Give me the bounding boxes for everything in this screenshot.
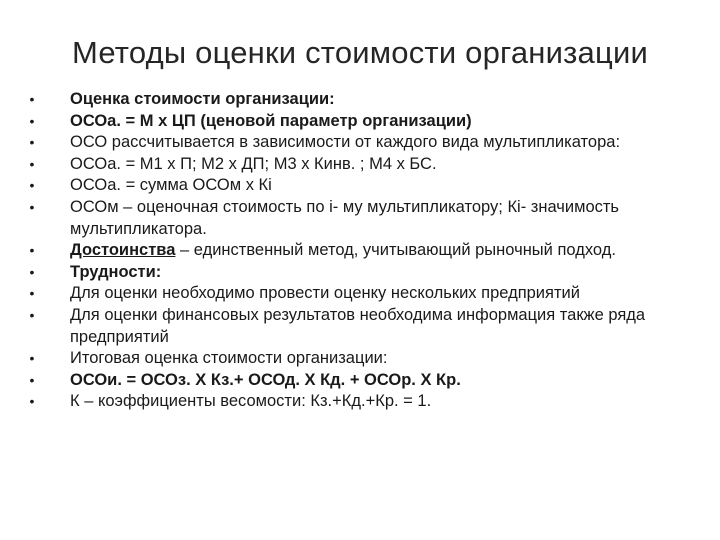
bullet-text: Трудности:: [70, 262, 162, 281]
bullet-text: ОСОм – оценочная стоимость по i- му мультипликатору; Кi- значимость мультипликатора.: [70, 197, 620, 238]
bullet-text: ОСОи. = ОСОз. Х Кз.+ ОСОд. Х Кд. + ОСОр. Х Кр.: [70, 370, 461, 389]
bullet-marker: •: [29, 155, 35, 172]
bullet-list: [26, 89, 696, 413]
bullet-item: [26, 391, 696, 413]
bullet-item: [26, 197, 696, 240]
bullet-item: [26, 111, 696, 133]
bullet-text: Для оценки финансовых результатов необходима информация также ряда предприятий: [70, 305, 646, 346]
bullet-marker: •: [29, 198, 35, 215]
bullet-item: [26, 132, 696, 154]
bullet-item: [26, 89, 696, 111]
bullet-marker: •: [29, 285, 35, 302]
bullet-text: К – коэффициенты весомости: Кз.+Кд.+Кр. = 1.: [70, 392, 432, 411]
bullet-text: – единственный метод, учитывающий рыночный подход.: [175, 241, 616, 260]
bullet-marker: •: [29, 134, 35, 151]
bullet-marker: •: [29, 263, 35, 280]
bullet-item: [26, 283, 696, 305]
bullet-item: [26, 370, 696, 392]
bullet-marker: •: [29, 393, 35, 410]
bullet-item: [26, 175, 696, 197]
bullet-text: Оценка стоимости организации:: [70, 90, 335, 108]
bullet-item: [26, 262, 696, 284]
bullet-item: [26, 305, 696, 348]
bullet-item: [26, 240, 696, 262]
bullet-text: ОСОа. = М х ЦП (ценовой параметр организации): [70, 111, 472, 130]
bullet-marker: •: [29, 112, 35, 129]
bullet-item: [26, 348, 696, 370]
bullet-text: Итоговая оценка стоимости организации:: [70, 349, 388, 368]
slide-title: Методы оценки стоимости организации: [72, 35, 648, 70]
bullet-text: ОСО рассчитывается в зависимости от каждого вида мультипликатора:: [70, 133, 621, 152]
bullet-marker: •: [29, 91, 35, 107]
bullet-heading: Достоинства: [70, 241, 176, 260]
bullet-marker: •: [29, 371, 35, 388]
bullet-marker: •: [29, 306, 35, 323]
bullet-marker: •: [29, 242, 35, 259]
bullet-text: Для оценки необходимо провести оценку нескольких предприятий: [70, 284, 580, 303]
bullet-item: [26, 154, 696, 176]
bullet-text: ОСОа. = сумма ОСОм х Кi: [70, 176, 272, 195]
bullet-text: ОСОа. = М1 х П; М2 х ДП; М3 х Кинв. ; М4 х БС.: [70, 154, 437, 173]
bullet-marker: •: [29, 350, 35, 367]
bullet-marker: •: [29, 177, 35, 194]
